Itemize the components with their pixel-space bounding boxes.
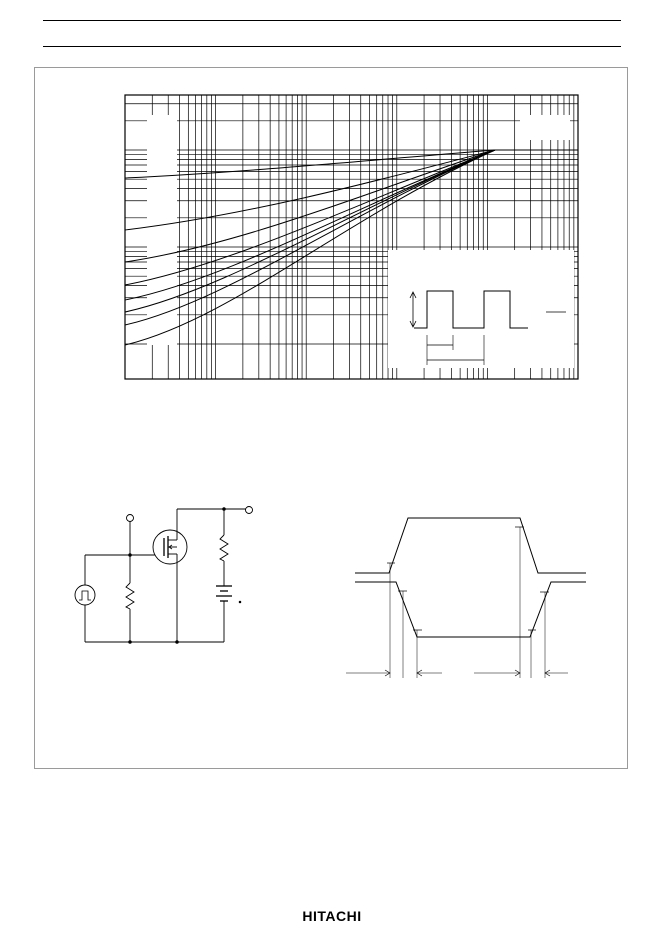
output-waveform — [355, 582, 586, 637]
chart-label-gap-right — [520, 115, 570, 140]
pulse-inset-box — [388, 250, 574, 368]
drain-terminal — [246, 507, 253, 514]
gate-terminal — [127, 515, 134, 522]
junction-dot-drain — [223, 508, 226, 511]
switching-waveform-diagram — [346, 518, 586, 678]
pulse-generator-symbol — [79, 591, 91, 600]
input-waveform — [355, 518, 586, 573]
junction-dot-gnd-2 — [176, 641, 179, 644]
transient-thermal-impedance-chart — [125, 95, 578, 379]
junction-dot-gnd-1 — [129, 641, 132, 644]
timing-dimension-lines — [346, 670, 568, 676]
timing-vertical-lines — [390, 527, 545, 678]
switching-test-circuit — [75, 507, 253, 644]
gate-resistor — [126, 583, 134, 609]
measure-ticks — [387, 527, 549, 630]
junction-dot-gate — [129, 554, 132, 557]
footer-brand-logo: HITACHI — [302, 908, 362, 924]
battery-mark — [239, 601, 241, 603]
chart-curve — [125, 150, 495, 262]
pulse-generator-icon — [75, 585, 95, 605]
load-resistor — [220, 535, 228, 561]
